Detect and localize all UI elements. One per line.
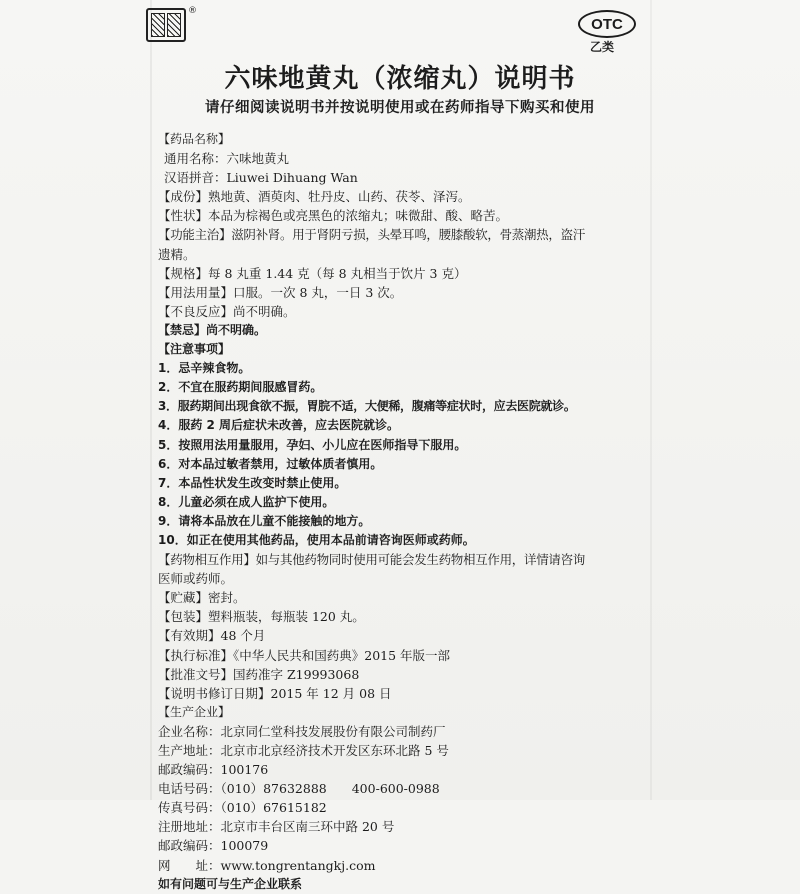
otc-class-label: 乙类: [590, 40, 615, 54]
document-subtitle: 请仔细阅读说明书并按说明使用或在药师指导下购买和使用: [205, 100, 595, 116]
document-title: 六味地黄丸（浓缩丸）说明书: [224, 64, 576, 94]
text-line: 【有效期】48 个月: [158, 628, 266, 644]
paper-fold: [150, 0, 152, 800]
text-line: 汉语拼音：Liuwei Dihuang Wan: [164, 170, 358, 186]
text-line: 【成份】熟地黄、酒萸肉、牡丹皮、山药、茯苓、泽泻。: [158, 189, 471, 205]
text-line: 【批准文号】国药准字 Z19993068: [158, 666, 360, 682]
text-line: 7．本品性状发生改变时禁止使用。: [158, 475, 347, 490]
text-line: 【生产企业】: [158, 704, 231, 719]
text-line: 6．对本品过敏者禁用，过敏体质者慎用。: [158, 456, 383, 471]
text-line: 【包装】塑料瓶装，每瓶装 120 丸。: [158, 609, 365, 625]
text-line: 医师或药师。: [158, 571, 234, 587]
text-line: 通用名称：六味地黄丸: [164, 151, 290, 167]
registered-mark-icon: ®: [188, 6, 197, 16]
text-line: 【药物相互作用】如与其他药物同时使用可能会发生药物相互作用，详情请咨询: [158, 552, 586, 568]
text-line: 邮政编码：100079: [158, 838, 269, 854]
text-line: 【贮藏】密封。: [158, 590, 246, 606]
text-line: 【药品名称】: [158, 132, 231, 146]
text-line: 4．服药 2 周后症状未改善，应去医院就诊。: [158, 418, 400, 433]
company-logo-icon: [146, 8, 186, 42]
text-line: 8．儿童必须在成人监护下使用。: [158, 494, 335, 509]
text-line: 3．服药期间出现食欲不振，胃脘不适，大便稀，腹痛等症状时，应去医院就诊。: [158, 399, 576, 414]
text-line: 【用法用量】口服。一次 8 丸，一日 3 次。: [158, 284, 403, 300]
text-line: 1．忌辛辣食物。: [158, 361, 251, 376]
text-line: 9．请将本品放在儿童不能接触的地方。: [158, 513, 371, 528]
leaflet-body: [158, 130, 648, 894]
text-line: 【说明书修订日期】2015 年 12 月 08 日: [158, 685, 392, 701]
text-line: 【性状】本品为棕褐色或亮黑色的浓缩丸；味微甜、酸、略苦。: [158, 208, 509, 224]
text-line: 【执行标准】《中华人民共和国药典》2015 年版一部: [158, 647, 451, 663]
text-line: 企业名称：北京同仁堂科技发展股份有限公司制药厂: [158, 723, 446, 739]
paper-fold: [650, 0, 652, 800]
text-line: 传真号码：（010）67615182: [158, 800, 327, 816]
text-line: 如有问题可与生产企业联系: [158, 876, 303, 891]
otc-badge: OTC: [578, 10, 636, 38]
text-line: 邮政编码：100176: [158, 762, 269, 778]
text-line: 遗精。: [158, 246, 196, 262]
text-line: 2．不宜在服药期间服感冒药。: [158, 380, 323, 395]
text-line: 【不良反应】尚不明确。: [158, 303, 296, 319]
text-line: 【规格】每 8 丸重 1.44 克（每 8 丸相当于饮片 3 克）: [158, 265, 467, 281]
text-line: 电话号码：（010）87632888 400-600-0988: [158, 781, 440, 797]
text-line: 5．按照用法用量服用，孕妇、小儿应在医师指导下服用。: [158, 437, 467, 452]
text-line: 【注意事项】: [158, 342, 231, 357]
text-line: 注册地址：北京市丰台区南三环中路 20 号: [158, 819, 395, 835]
text-line: 网 址：www.tongrentangkj.com: [158, 857, 376, 873]
text-line: 【禁忌】尚不明确。: [158, 322, 267, 337]
text-line: 10．如正在使用其他药品，使用本品前请咨询医师或药师。: [158, 532, 475, 547]
text-line: 【功能主治】滋阴补肾。用于肾阴亏损，头晕耳鸣，腰膝酸软，骨蒸潮热，盗汗: [158, 227, 586, 243]
text-line: 生产地址：北京市北京经济技术开发区东环北路 5 号: [158, 743, 449, 758]
